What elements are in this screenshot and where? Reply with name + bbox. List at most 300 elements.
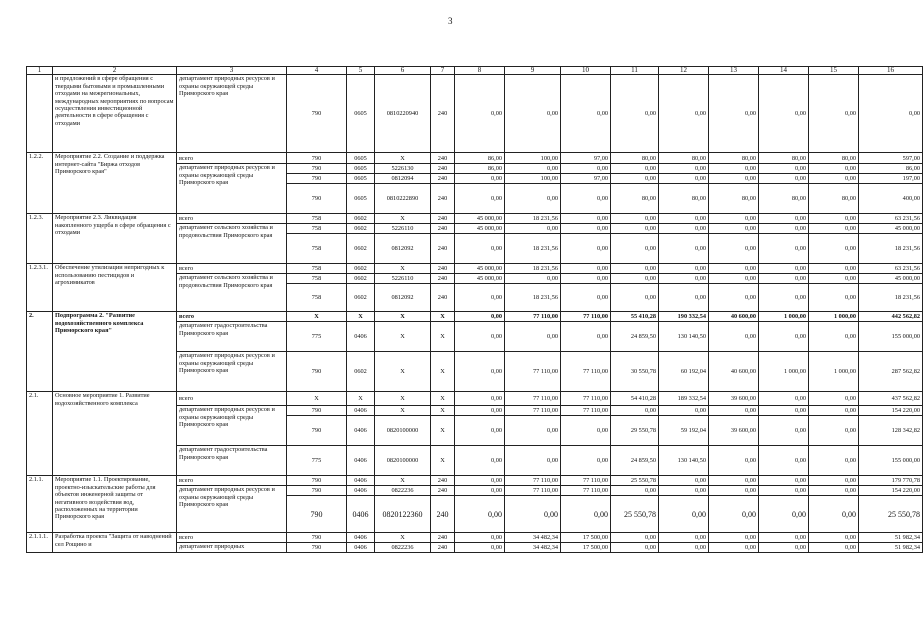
section-code-cell: 0602 [347,352,375,392]
amount-cell: 24 859,50 [611,446,659,476]
amount-cell: 0,00 [809,406,859,416]
amount-cell: 63 231,56 [859,264,923,274]
row-number: 1.2.3. [27,214,53,264]
amount-cell: 1 000,00 [759,312,809,322]
executor-cell: департамент градостроительства Приморского края [177,446,287,476]
expense-type-cell: 240 [431,174,455,184]
expense-type-cell: 240 [431,486,455,496]
amount-cell: 17 500,00 [561,543,611,553]
amount-cell: 0,00 [709,284,759,312]
grbs-cell: 758 [287,214,347,224]
amount-cell: 0,00 [455,533,505,543]
amount-cell: 0,00 [659,406,709,416]
amount-cell: 0,00 [561,224,611,234]
expense-type-cell: 240 [431,164,455,174]
amount-cell: 0,00 [611,486,659,496]
amount-cell: 0,00 [709,174,759,184]
row-number [27,75,53,153]
executor-cell: департамент природных ресурсов и охраны окружающей среды Приморского края [177,75,287,153]
target-article-cell: 5226110 [375,274,431,284]
executor-cell: всего [177,476,287,486]
grbs-cell: 790 [287,416,347,446]
amount-cell: 0,00 [759,214,809,224]
amount-cell: 39 600,00 [709,392,759,406]
amount-cell: 0,00 [759,75,809,153]
amount-cell: 0,00 [611,406,659,416]
amount-cell: 0,00 [809,486,859,496]
amount-cell: 0,00 [561,416,611,446]
section-code-cell: X [347,392,375,406]
amount-cell: 0,00 [809,533,859,543]
amount-cell: 45 000,00 [859,224,923,234]
executor-cell: всего [177,214,287,224]
amount-cell: 0,00 [709,322,759,352]
amount-cell: 0,00 [505,164,561,174]
amount-cell: 0,00 [859,75,923,153]
section-code-cell: 0602 [347,224,375,234]
amount-cell: 18 231,56 [505,214,561,224]
expense-type-cell: 240 [431,184,455,214]
amount-cell: 18 231,56 [859,284,923,312]
amount-cell: 45 000,00 [455,264,505,274]
table-row [27,75,923,153]
amount-cell: 34 482,34 [505,533,561,543]
amount-cell: 0,00 [809,284,859,312]
amount-cell: 77 110,00 [561,476,611,486]
table-row [27,153,923,164]
amount-cell: 34 482,34 [505,543,561,553]
executor-cell: департамент природных ресурсов и охраны окружающей среды Приморского края [177,164,287,214]
target-article-cell: X [375,533,431,543]
expense-type-cell: 240 [431,543,455,553]
amount-cell: 77 110,00 [505,476,561,486]
target-article-cell: 0810220940 [375,75,431,153]
section-code-cell: 0602 [347,284,375,312]
target-article-cell: X [375,322,431,352]
amount-cell: 17 500,00 [561,533,611,543]
amount-cell: 0,00 [505,224,561,234]
amount-cell: 54 410,28 [611,392,659,406]
grbs-cell: 775 [287,322,347,352]
amount-cell: 0,00 [709,214,759,224]
amount-cell: 0,00 [455,174,505,184]
budget-table [26,66,923,553]
amount-cell: 97,00 [561,174,611,184]
target-article-cell: 0822236 [375,543,431,553]
column-header: 13 [709,67,759,75]
amount-cell: 0,00 [809,543,859,553]
amount-cell: 80,00 [611,153,659,164]
amount-cell: 190 332,54 [659,312,709,322]
amount-cell: 0,00 [505,274,561,284]
target-article-cell: X [375,476,431,486]
amount-cell: 437 562,82 [859,392,923,406]
amount-cell: 77 110,00 [505,312,561,322]
executor-cell: департамент градостроительства Приморского края [177,322,287,352]
grbs-cell: 758 [287,284,347,312]
grbs-cell: 790 [287,543,347,553]
amount-cell: 0,00 [611,533,659,543]
amount-cell: 77 110,00 [561,312,611,322]
amount-cell: 0,00 [561,496,611,533]
column-header: 11 [611,67,659,75]
amount-cell: 1 000,00 [809,352,859,392]
amount-cell: 0,00 [505,496,561,533]
amount-cell: 0,00 [505,416,561,446]
amount-cell: 0,00 [561,214,611,224]
amount-cell: 18 231,56 [505,284,561,312]
expense-type-cell: 240 [431,214,455,224]
expense-type-cell: X [431,446,455,476]
amount-cell: 0,00 [709,543,759,553]
amount-cell: 0,00 [659,224,709,234]
amount-cell: 86,00 [455,153,505,164]
amount-cell: 0,00 [709,406,759,416]
amount-cell: 0,00 [455,284,505,312]
target-article-cell: 0812094 [375,174,431,184]
amount-cell: 0,00 [561,446,611,476]
amount-cell: 0,00 [455,75,505,153]
amount-cell: 0,00 [455,543,505,553]
amount-cell: 0,00 [809,476,859,486]
column-header: 8 [455,67,505,75]
column-header: 9 [505,67,561,75]
expense-type-cell: X [431,406,455,416]
amount-cell: 0,00 [455,184,505,214]
amount-cell: 0,00 [759,264,809,274]
section-code-cell: 0406 [347,416,375,446]
amount-cell: 0,00 [709,533,759,543]
amount-cell: 597,00 [859,153,923,164]
amount-cell: 130 140,50 [659,446,709,476]
amount-cell: 0,00 [759,234,809,264]
amount-cell: 63 231,56 [859,214,923,224]
amount-cell: 0,00 [561,284,611,312]
amount-cell: 1 000,00 [809,312,859,322]
executor-cell: всего [177,264,287,274]
section-code-cell: 0602 [347,274,375,284]
target-article-cell: X [375,214,431,224]
amount-cell: 0,00 [659,214,709,224]
amount-cell: 80,00 [759,153,809,164]
amount-cell: 0,00 [709,164,759,174]
target-article-cell: 0820122360 [375,496,431,533]
target-article-cell: X [375,312,431,322]
amount-cell: 0,00 [659,496,709,533]
section-code-cell: 0406 [347,406,375,416]
amount-cell: 0,00 [659,274,709,284]
amount-cell: 0,00 [709,75,759,153]
expense-type-cell: 240 [431,264,455,274]
expense-type-cell: 240 [431,533,455,543]
amount-cell: 77 110,00 [561,486,611,496]
amount-cell: 40 600,00 [709,312,759,322]
table-row [27,476,923,486]
section-code-cell: 0406 [347,533,375,543]
amount-cell: 86,00 [859,164,923,174]
grbs-cell: 790 [287,164,347,174]
amount-cell: 59 192,04 [659,416,709,446]
grbs-cell: 758 [287,224,347,234]
amount-cell: 0,00 [759,322,809,352]
amount-cell: 0,00 [809,164,859,174]
amount-cell: 25 550,78 [611,476,659,486]
amount-cell: 154 220,00 [859,486,923,496]
amount-cell: 0,00 [455,312,505,322]
amount-cell: 80,00 [759,184,809,214]
amount-cell: 0,00 [759,533,809,543]
amount-cell: 0,00 [561,274,611,284]
executor-cell: департамент природных ресурсов и охраны окружающей среды Приморского края [177,352,287,392]
executor-cell: всего [177,153,287,164]
executor-cell: департамент природных ресурсов и охраны окружающей среды Приморского края [177,406,287,446]
grbs-cell: 790 [287,352,347,392]
column-header: 14 [759,67,809,75]
amount-cell: 155 000,00 [859,322,923,352]
grbs-cell: 790 [287,496,347,533]
amount-cell: 80,00 [809,184,859,214]
amount-cell: 77 110,00 [561,406,611,416]
grbs-cell: 758 [287,274,347,284]
section-code-cell: 0406 [347,476,375,486]
amount-cell: 18 231,56 [859,234,923,264]
table-row [27,312,923,322]
executor-cell: всего [177,392,287,406]
amount-cell: 0,00 [611,164,659,174]
amount-cell: 0,00 [809,234,859,264]
executor-cell: департамент сельского хозяйства и продовольствия Приморского края [177,224,287,264]
amount-cell: 179 770,78 [859,476,923,486]
amount-cell: 0,00 [759,406,809,416]
section-code-cell: 0406 [347,322,375,352]
grbs-cell: 790 [287,184,347,214]
amount-cell: 0,00 [759,486,809,496]
amount-cell: 80,00 [659,153,709,164]
target-article-cell: 0812092 [375,234,431,264]
amount-cell: 0,00 [659,75,709,153]
amount-cell: 197,00 [859,174,923,184]
amount-cell: 0,00 [505,446,561,476]
amount-cell: 80,00 [709,184,759,214]
section-code-cell: 0605 [347,184,375,214]
amount-cell: 0,00 [659,264,709,274]
amount-cell: 130 140,50 [659,322,709,352]
target-article-cell: X [375,264,431,274]
amount-cell: 0,00 [455,352,505,392]
amount-cell: 80,00 [809,153,859,164]
amount-cell: 0,00 [709,234,759,264]
grbs-cell: 790 [287,75,347,153]
target-article-cell: 5226110 [375,224,431,234]
expense-type-cell: 240 [431,75,455,153]
amount-cell: 0,00 [561,184,611,214]
amount-cell: 0,00 [505,184,561,214]
executor-cell: всего [177,533,287,543]
amount-cell: 0,00 [455,416,505,446]
amount-cell: 0,00 [455,406,505,416]
amount-cell: 0,00 [809,322,859,352]
amount-cell: 51 982,34 [859,533,923,543]
row-name: Обеспечение утилизации непригодных к использованию пестицидов и агрохимикатов [53,264,177,312]
section-code-cell: 0406 [347,446,375,476]
amount-cell: 155 000,00 [859,446,923,476]
grbs-cell: X [287,392,347,406]
row-number: 1.2.2. [27,153,53,214]
amount-cell: 0,00 [561,75,611,153]
expense-type-cell: 240 [431,476,455,486]
amount-cell: 77 110,00 [505,352,561,392]
amount-cell: 0,00 [659,284,709,312]
amount-cell: 0,00 [759,284,809,312]
amount-cell: 0,00 [455,486,505,496]
amount-cell: 0,00 [455,392,505,406]
grbs-cell: 758 [287,264,347,274]
grbs-cell: 775 [287,446,347,476]
amount-cell: 0,00 [455,322,505,352]
amount-cell: 100,00 [505,153,561,164]
amount-cell: 0,00 [561,264,611,274]
amount-cell: 25 550,78 [611,496,659,533]
grbs-cell: 790 [287,174,347,184]
amount-cell: 0,00 [455,446,505,476]
row-name: Мероприятие 2.2. Создание и поддержка интернет-сайта "Биржа отходов Приморского края" [53,153,177,214]
amount-cell: 0,00 [809,75,859,153]
column-header: 7 [431,67,455,75]
amount-cell: 0,00 [809,446,859,476]
column-header: 1 [27,67,53,75]
section-code-cell: 0605 [347,174,375,184]
amount-cell: 0,00 [659,533,709,543]
amount-cell: 77 110,00 [561,352,611,392]
amount-cell: 0,00 [611,264,659,274]
expense-type-cell: 240 [431,224,455,234]
amount-cell: 0,00 [809,224,859,234]
amount-cell: 0,00 [611,284,659,312]
amount-cell: 0,00 [561,234,611,264]
amount-cell: 0,00 [709,486,759,496]
expense-type-cell: X [431,312,455,322]
grbs-cell: 790 [287,476,347,486]
amount-cell: 0,00 [809,274,859,284]
amount-cell: 0,00 [759,446,809,476]
amount-cell: 80,00 [659,184,709,214]
executor-cell: департамент природных ресурсов и охраны окружающей среды Приморского края [177,486,287,533]
amount-cell: 45 000,00 [455,274,505,284]
amount-cell: 0,00 [709,496,759,533]
row-number: 2. [27,312,53,392]
amount-cell: 77 110,00 [505,486,561,496]
amount-cell: 0,00 [759,476,809,486]
header-row [27,67,923,75]
amount-cell: 0,00 [659,476,709,486]
row-name: и предложений в сфере обращения с твердыми бытовыми и промышленными отходами на межрегиональных, международных мероприятиях по вопросам осуществления инвестиционной деятельности в сфере обращения с отходами [53,75,177,153]
amount-cell: 0,00 [759,274,809,284]
target-article-cell: 0822236 [375,486,431,496]
row-name: Мероприятие 2.3. Ликвидация накопленного ущерба в сфере обращения с отходами [53,214,177,264]
amount-cell: 24 859,50 [611,322,659,352]
amount-cell: 97,00 [561,153,611,164]
amount-cell: 0,00 [759,416,809,446]
expense-type-cell: 240 [431,496,455,533]
column-header: 4 [287,67,347,75]
column-header: 2 [53,67,177,75]
amount-cell: 29 550,78 [611,416,659,446]
amount-cell: 0,00 [611,214,659,224]
amount-cell: 0,00 [659,174,709,184]
amount-cell: 0,00 [809,416,859,446]
section-code-cell: 0605 [347,164,375,174]
table-row [27,392,923,406]
column-header: 6 [375,67,431,75]
amount-cell: 0,00 [759,174,809,184]
section-code-cell: 0605 [347,75,375,153]
amount-cell: 0,00 [809,174,859,184]
expense-type-cell: X [431,352,455,392]
amount-cell: 0,00 [561,164,611,174]
expense-type-cell: X [431,322,455,352]
table-row [27,214,923,224]
amount-cell: 0,00 [455,476,505,486]
amount-cell: 1 000,00 [759,352,809,392]
row-number: 1.2.3.1. [27,264,53,312]
row-number: 2.1.1. [27,476,53,533]
amount-cell: 0,00 [455,496,505,533]
amount-cell: 100,00 [505,174,561,184]
amount-cell: 0,00 [611,75,659,153]
row-number: 2.1.1.1. [27,533,53,553]
section-code-cell: 0602 [347,234,375,264]
amount-cell: 45 000,00 [455,224,505,234]
expense-type-cell: 240 [431,284,455,312]
amount-cell: 0,00 [455,234,505,264]
section-code-cell: 0406 [347,543,375,553]
column-header: 16 [859,67,923,75]
amount-cell: 0,00 [759,543,809,553]
expense-type-cell: 240 [431,153,455,164]
section-code-cell: 0602 [347,264,375,274]
target-article-cell: 5226130 [375,164,431,174]
amount-cell: 0,00 [659,486,709,496]
executor-cell: всего [177,312,287,322]
section-code-cell: 0406 [347,496,375,533]
amount-cell: 77 110,00 [561,392,611,406]
amount-cell: 40 600,00 [709,352,759,392]
amount-cell: 0,00 [759,164,809,174]
target-article-cell: X [375,392,431,406]
row-number: 2.1. [27,392,53,476]
amount-cell: 0,00 [809,214,859,224]
column-header: 5 [347,67,375,75]
amount-cell: 0,00 [611,274,659,284]
amount-cell: 80,00 [709,153,759,164]
target-article-cell: 0820100000 [375,446,431,476]
amount-cell: 0,00 [611,234,659,264]
amount-cell: 0,00 [659,543,709,553]
target-article-cell: X [375,153,431,164]
amount-cell: 51 982,34 [859,543,923,553]
amount-cell: 45 000,00 [859,274,923,284]
amount-cell: 55 410,28 [611,312,659,322]
expense-type-cell: 240 [431,274,455,284]
amount-cell: 60 192,04 [659,352,709,392]
amount-cell: 0,00 [709,446,759,476]
expense-type-cell: X [431,416,455,446]
amount-cell: 189 332,54 [659,392,709,406]
amount-cell: 400,00 [859,184,923,214]
amount-cell: 80,00 [611,184,659,214]
row-name: Мероприятие 1.1. Проектирование, проектно-изыскательские работы для объектов инженерной защиты от негативного воздействия вод, расположенных на территории Приморского края [53,476,177,533]
grbs-cell: 790 [287,153,347,164]
